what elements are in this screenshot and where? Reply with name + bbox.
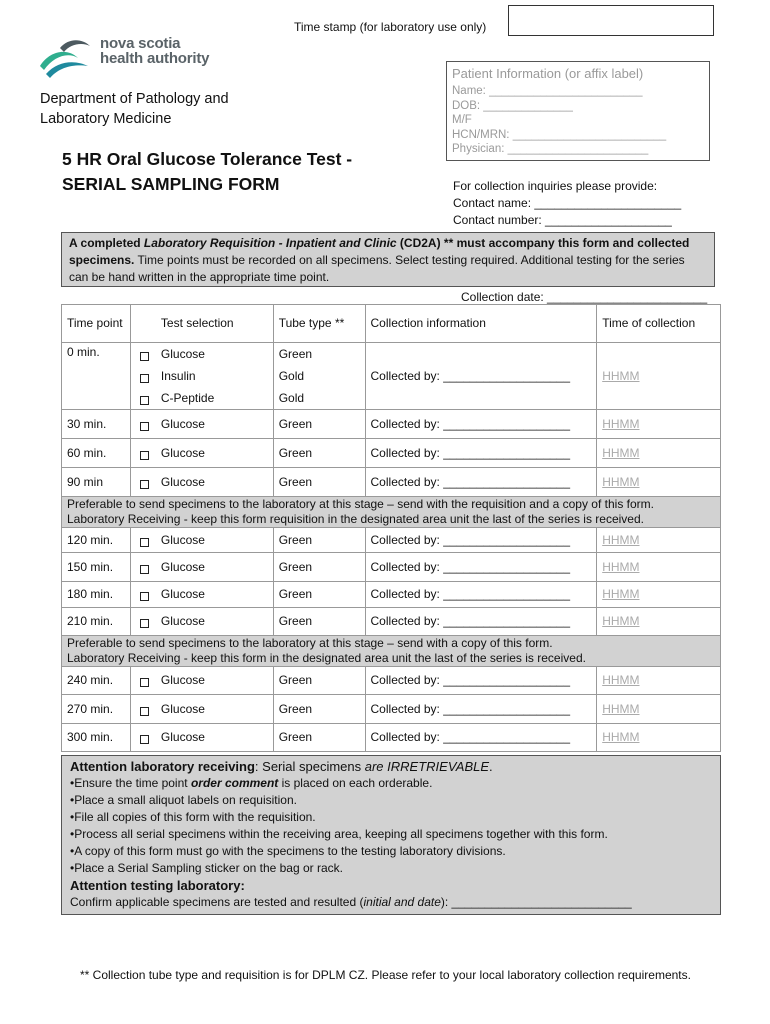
table-row: [62, 608, 721, 636]
notice-part1: A completed: [69, 236, 144, 250]
tube-type-cell: Green: [273, 410, 365, 439]
collected-by-field[interactable]: Collected by: ___________________: [365, 608, 597, 636]
logo-line2: health authority: [100, 50, 210, 67]
attention-bullet: •Process all serial specimens within the receiving area, keeping all specimens together with this form.: [70, 827, 608, 841]
time-point-cell: 90 min: [62, 468, 131, 497]
time-of-collection-field[interactable]: [597, 343, 721, 410]
patient-physician-field[interactable]: Physician: ______________________: [452, 143, 649, 155]
test-name: Glucose: [160, 346, 205, 361]
checkbox-icon[interactable]: [140, 565, 149, 574]
attention-bullet: •A copy of this form must go with the specimens to the testing laboratory divisions.: [70, 844, 506, 858]
department-line2: Laboratory Medicine: [40, 111, 172, 127]
patient-hcn-field[interactable]: HCN/MRN: ________________________: [452, 128, 667, 141]
logo-line1: nova scotia: [100, 35, 181, 52]
test-name: Glucose: [160, 474, 205, 489]
tube-type-cell: Green: [273, 582, 365, 608]
tube-type-cell: Green: [273, 724, 365, 752]
checkbox-icon[interactable]: [140, 707, 149, 716]
hhmm-placeholder: HHMM: [602, 587, 640, 601]
tube-type-cell: Green: [273, 553, 365, 582]
time-of-collection-field[interactable]: [597, 582, 721, 608]
test-selection-cell: [130, 343, 273, 410]
header-time-point: Time point: [62, 305, 131, 343]
time-point-cell: 120 min.: [62, 528, 131, 553]
notice-part4: Time points must be recorded on all specimens. Select testing required. Additional testing for the series can be hand written in the appropriate time point.: [69, 253, 685, 284]
test-name: Glucose: [160, 559, 205, 574]
time-point-cell: 150 min.: [62, 553, 131, 582]
tube-type-cell: Green: [273, 528, 365, 553]
collection-inquiry: [453, 178, 681, 229]
requisition-notice: [61, 232, 715, 287]
time-point-cell: 210 min.: [62, 608, 131, 636]
checkbox-icon[interactable]: [140, 352, 149, 361]
time-of-collection-field[interactable]: [597, 528, 721, 553]
timestamp-box[interactable]: [508, 5, 714, 36]
collected-by-field[interactable]: Collected by: ___________________: [365, 410, 597, 439]
test-name: Insulin: [160, 368, 196, 383]
test-name: Glucose: [160, 532, 205, 547]
test-selection-cell[interactable]: [130, 553, 273, 582]
test-selection-cell[interactable]: [130, 410, 273, 439]
patient-info-box[interactable]: [446, 61, 710, 161]
collected-by-field[interactable]: Collected by: ___________________: [365, 468, 597, 497]
sampling-table: [61, 304, 721, 752]
table-row: [62, 553, 721, 582]
send-notice-row: [62, 636, 721, 667]
checkbox-icon[interactable]: [140, 422, 149, 431]
time-of-collection-field[interactable]: [597, 695, 721, 724]
tube-type-cell: Green: [273, 667, 365, 695]
test-name: Glucose: [160, 673, 205, 687]
attention-testing-heading: Attention testing laboratory:: [70, 878, 245, 893]
note2-line1: Preferable to send specimens to the laboratory at this stage – send with a copy of this form.: [67, 636, 553, 650]
form-title: [62, 147, 382, 197]
hhmm-placeholder: HHMM: [602, 532, 640, 547]
time-point-cell: 0 min.: [62, 343, 131, 410]
attention-bullet: •Ensure the time point order comment is placed on each orderable.: [70, 776, 433, 790]
table-row: [62, 724, 721, 752]
table-row: [62, 468, 721, 497]
department-name: [40, 89, 260, 129]
collected-by-field[interactable]: Collected by: ___________________: [365, 553, 597, 582]
test-name: Glucose: [160, 730, 205, 744]
time-of-collection-field[interactable]: [597, 608, 721, 636]
checkbox-icon[interactable]: [140, 592, 149, 601]
test-selection-cell[interactable]: [130, 695, 273, 724]
notice-part3: (CD2A) ** must accompany this form and collected specimens.: [69, 236, 690, 267]
header-collection-info: Collection information: [365, 305, 597, 343]
checkbox-icon[interactable]: [140, 538, 149, 547]
hhmm-placeholder: HHMM: [602, 416, 640, 431]
confirm-line[interactable]: Confirm applicable specimens are tested and resulted (initial and date): ___________________________: [70, 895, 632, 909]
checkbox-icon[interactable]: [140, 480, 149, 489]
send-notice-row: [62, 497, 721, 528]
checkbox-icon[interactable]: [140, 396, 149, 405]
attention-bullet: •Place a Serial Sampling sticker on the bag or rack.: [70, 861, 343, 875]
table-row: [62, 343, 721, 410]
test-selection-cell[interactable]: [130, 468, 273, 497]
test-name: Glucose: [160, 416, 205, 431]
collected-by-field[interactable]: Collected by: ___________________: [365, 528, 597, 553]
test-selection-cell[interactable]: [130, 528, 273, 553]
test-name: Glucose: [160, 614, 205, 628]
time-point-cell: 300 min.: [62, 724, 131, 752]
header-time-of-collection: Time of collection: [597, 305, 721, 343]
hhmm-placeholder: HHMM: [602, 701, 640, 716]
table-row: [62, 439, 721, 468]
tube-type-cell: Green: [273, 695, 365, 724]
hhmm-placeholder: HHMM: [602, 614, 640, 628]
test-name: C-Peptide: [160, 390, 215, 405]
collected-by-field[interactable]: Collected by: ___________________: [365, 667, 597, 695]
attention-bullet: •File all copies of this form with the requisition.: [70, 810, 316, 824]
header-tube-type: Tube type **: [273, 305, 365, 343]
collected-by-field[interactable]: Collected by: ___________________: [365, 439, 597, 468]
test-name: Glucose: [160, 701, 205, 716]
timestamp-label: Time stamp (for laboratory use only): [294, 20, 487, 34]
checkbox-icon[interactable]: [140, 619, 149, 628]
nova-scotia-health-logo: [38, 36, 213, 80]
inquiry-intro: For collection inquiries please provide:: [453, 179, 658, 193]
tube-type: Gold: [278, 390, 305, 405]
time-point-cell: 30 min.: [62, 410, 131, 439]
checkbox-icon[interactable]: [140, 735, 149, 744]
time-point-cell: 180 min.: [62, 582, 131, 608]
title-line1: 5 HR Oral Glucose Tolerance Test -: [62, 149, 353, 169]
time-of-collection-field[interactable]: [597, 468, 721, 497]
test-selection-cell[interactable]: [130, 582, 273, 608]
tube-type-cell: Green: [273, 468, 365, 497]
title-line2: SERIAL SAMPLING FORM: [62, 174, 280, 194]
test-name: Glucose: [160, 445, 205, 460]
send-notice-cell: [62, 497, 721, 528]
hhmm-placeholder: HHMM: [602, 474, 640, 489]
contact-name-field[interactable]: Contact name: ______________________: [453, 196, 682, 210]
checkbox-icon[interactable]: [140, 678, 149, 687]
tube-type-cell: Green: [273, 439, 365, 468]
checkbox-icon[interactable]: [140, 374, 149, 383]
collection-date-field[interactable]: Collection date: ________________________: [461, 290, 708, 304]
patient-info-header: Patient Information (or affix label): [452, 66, 644, 81]
test-name: Glucose: [160, 587, 205, 601]
attention-receiving-heading: Attention laboratory receiving: Serial specimens are IRRETRIEVABLE.: [70, 759, 493, 774]
attention-box: [61, 755, 721, 915]
table-row: [62, 410, 721, 439]
time-of-collection-field[interactable]: [597, 667, 721, 695]
checkbox-icon[interactable]: [140, 451, 149, 460]
test-option[interactable]: [136, 365, 268, 387]
hhmm-placeholder: HHMM: [602, 559, 640, 574]
note1-line2: Laboratory Receiving - keep this form requisition in the designated area unit the last of the series is received.: [67, 512, 644, 526]
table-row: [62, 667, 721, 695]
patient-sex-field[interactable]: M/F: [452, 114, 472, 126]
time-point-cell: 240 min.: [62, 667, 131, 695]
time-of-collection-field[interactable]: [597, 553, 721, 582]
test-option[interactable]: [136, 343, 268, 365]
swoosh-logo-icon: [38, 36, 98, 80]
time-of-collection-field[interactable]: [597, 724, 721, 752]
time-point-cell: 270 min.: [62, 695, 131, 724]
test-selection-cell[interactable]: [130, 724, 273, 752]
footer-note: ** Collection tube type and requisition is for DPLM CZ. Please refer to your local laboratory collection requirements.: [80, 968, 691, 982]
collected-by-field[interactable]: Collected by: ___________________: [365, 695, 597, 724]
table-row: [62, 582, 721, 608]
department-line1: Department of Pathology and: [40, 91, 229, 107]
hhmm-placeholder: HHMM: [602, 368, 640, 383]
table-row: [62, 695, 721, 724]
contact-number-field[interactable]: Contact number: ___________________: [453, 213, 672, 227]
test-option[interactable]: [136, 387, 268, 409]
time-of-collection-field[interactable]: [597, 439, 721, 468]
note2-line2: Laboratory Receiving - keep this form in the designated area unit the last of the series is received.: [67, 651, 586, 665]
test-selection-cell[interactable]: [130, 608, 273, 636]
hhmm-placeholder: HHMM: [602, 730, 640, 744]
time-point-cell: 60 min.: [62, 439, 131, 468]
test-selection-cell[interactable]: [130, 439, 273, 468]
time-of-collection-field[interactable]: [597, 410, 721, 439]
tube-type-cell: [273, 343, 365, 410]
patient-name-field[interactable]: Name: ________________________: [452, 85, 643, 97]
collected-by-field[interactable]: Collected by: ___________________: [365, 582, 597, 608]
note1-line1: Preferable to send specimens to the laboratory at this stage – send with the requisition and a copy of this form.: [67, 497, 654, 511]
hhmm-placeholder: HHMM: [602, 673, 640, 687]
header-test-selection: Test selection: [130, 305, 273, 343]
table-row: [62, 528, 721, 553]
patient-dob-field[interactable]: DOB: ______________: [452, 99, 573, 112]
notice-part2: Laboratory Requisition - Inpatient and Clinic: [143, 236, 397, 250]
collected-by-field[interactable]: Collected by: ___________________: [365, 724, 597, 752]
tube-type-cell: Green: [273, 608, 365, 636]
test-selection-cell[interactable]: [130, 667, 273, 695]
attention-bullet: •Place a small aliquot labels on requisition.: [70, 793, 297, 807]
hhmm-placeholder: HHMM: [602, 445, 640, 460]
tube-type: Green: [278, 346, 313, 361]
collected-by-field[interactable]: Collected by: ___________________: [365, 343, 597, 410]
tube-type: Gold: [278, 368, 305, 383]
send-notice-cell: [62, 636, 721, 667]
table-header-row: [62, 305, 721, 343]
